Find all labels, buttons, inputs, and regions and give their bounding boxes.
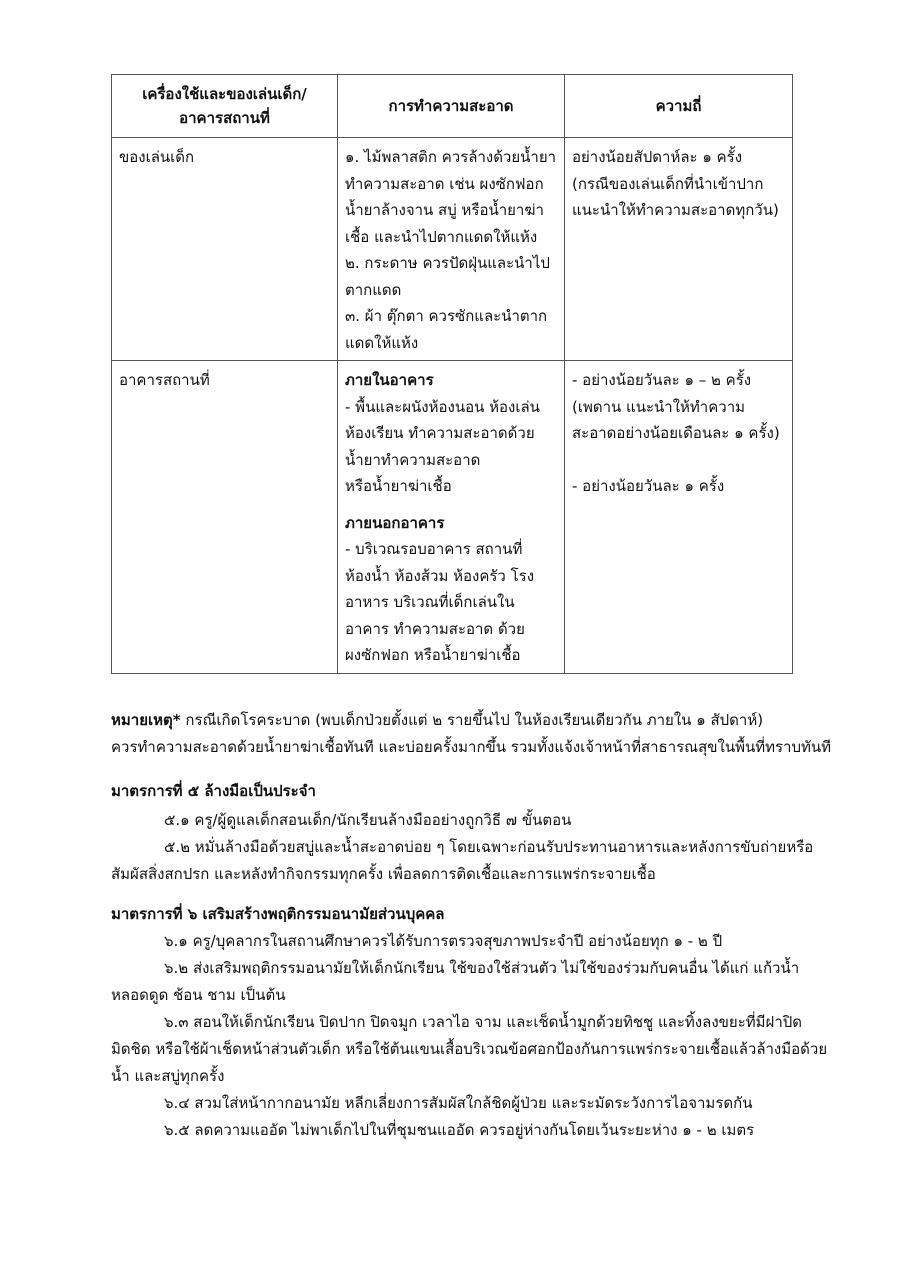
row-cleaning: ๑. ไม้พลาสติก ควรล้างด้วยน้ำยา ทำความสะอาด เช่น ผงซักฟอก น้ำยาล้างจาน สบู่ หรือน้ำยาฆ่า เชื้อ และนำไปตากแดดให้แห้ง ๒. กระดาษ ควรปัดฝุ่นและนำไป ตากแดด ๓. ผ้า ตุ๊กตา ควรซักและนำตาก แดดให้แห้ง bbox=[338, 138, 565, 361]
measure-6-item: ๖.๒ ส่งเสริมพฤติกรรมอนามัยให้เด็กนักเรียน ใช้ของใช้ส่วนตัว ไม่ใช้ของร่วมกับคนอื่น ได้แก่ แก้วน้ำ bbox=[164, 959, 800, 977]
header-cleaning: การทำความสะอาด bbox=[338, 75, 565, 138]
header-item: เครื่องใช้และของเล่นเด็ก/ อาคารสถานที่ bbox=[112, 75, 338, 138]
row-cleaning: ภายในอาคาร - พื้นและผนังห้องนอน ห้องเล่น ห้องเรียน ทำความสะอาดด้วย น้ำยาทำความสะอาด หรือน้ำยาฆ่าเชื้อ ภายนอกอาคาร - บริเวณรอบอาคาร สถานที่ ห้องน้ำ ห้องส้วม ห้องครัว โรง อาหาร บริเวณที่เด็กเล่นใน อาคาร ทำความสะอาด ด้วย ผงซักฟอก หรือน้ำยาฆ่าเชื้อ bbox=[338, 361, 565, 674]
row-item: อาคารสถานที่ bbox=[112, 361, 338, 674]
measure-6-title: มาตรการที่ ๖ เสริมสร้างพฤติกรรมอนามัยส่วนบุคคล bbox=[111, 905, 445, 923]
measure-5 bbox=[111, 778, 831, 888]
measure-6 bbox=[111, 901, 831, 1144]
note bbox=[111, 707, 831, 761]
cleaning-table bbox=[111, 74, 793, 674]
table-row bbox=[112, 361, 793, 674]
measure-6-item-cont: มิดชิด หรือใช้ผ้าเช็ดหน้าส่วนตัวเด็ก หรือใช้ต้นแขนเสื้อบริเวณข้อศอกป้องกันการแพร่กระจายเชื้อแล้วล้างมือด้วย bbox=[111, 1040, 828, 1058]
measure-5-item: ๕.๒ หมั่นล้างมือด้วยสบู่และน้ำสะอาดบ่อย ๆ โดยเฉพาะก่อนรับประทานอาหารและหลังการขับถ่ายหรือ bbox=[164, 838, 814, 856]
table-row bbox=[112, 138, 793, 361]
note-text-1: กรณีเกิดโรคระบาด (พบเด็กป่วยตั้งแต่ ๒ รายขึ้นไป ในห้องเรียนเดียวกัน ภายใน ๑ สัปดาห์) bbox=[180, 711, 764, 729]
measure-6-item: ๖.๕ ลดความแออัด ไม่พาเด็กไปในที่ชุมชนแออัด ควรอยู่ห่างกันโดยเว้นระยะห่าง ๑ - ๒ เมตร bbox=[164, 1121, 755, 1139]
row-frequency: - อย่างน้อยวันละ ๑ – ๒ ครั้ง (เพดาน แนะนำให้ทำความ สะอาดอย่างน้อยเดือนละ ๑ ครั้ง) - อย่างน้อยวันละ ๑ ครั้ง bbox=[565, 361, 793, 674]
measure-6-item: ๖.๔ สวมใส่หน้ากากอนามัย หลีกเลี่ยงการสัมผัสใกล้ชิดผู้ป่วย และระมัดระวังการไอจามรดกัน bbox=[164, 1094, 753, 1112]
row-item: ของเล่นเด็ก bbox=[112, 138, 338, 361]
note-text-2: ควรทำความสะอาดด้วยน้ำยาฆ่าเชื้อทันที และบ่อยครั้งมากขึ้น รวมทั้งแจ้งเจ้าหน้าที่สาธารณสุขในพื้นที่ทราบทันที bbox=[111, 738, 832, 756]
measure-6-item-cont: น้ำ และสบู่ทุกครั้ง bbox=[111, 1067, 225, 1085]
measure-6-item-cont: หลอดดูด ช้อน ชาม เป็นต้น bbox=[111, 986, 286, 1004]
measure-6-item: ๖.๓ สอนให้เด็กนักเรียน ปิดปาก ปิดจมูก เวลาไอ จาม และเช็ดน้ำมูกด้วยทิชชู และทิ้งลงขยะที่มีฝาปิด bbox=[164, 1013, 802, 1031]
measure-5-title: มาตรการที่ ๕ ล้างมือเป็นประจำ bbox=[111, 782, 316, 800]
measure-5-item-cont: สัมผัสสิ่งสกปรก และหลังทำกิจกรรมทุกครั้ง เพื่อลดการติดเชื้อและการแพร่กระจายเชื้อ bbox=[111, 865, 656, 883]
table-header-row bbox=[112, 75, 793, 138]
measure-6-item: ๖.๑ ครู/บุคลากรในสถานศึกษาควรได้รับการตรวจสุขภาพประจำปี อย่างน้อยทุก ๑ - ๒ ปี bbox=[164, 932, 723, 950]
row-frequency: อย่างน้อยสัปดาห์ละ ๑ ครั้ง (กรณีของเล่นเด็กที่นำเข้าปาก แนะนำให้ทำความสะอาดทุกวัน) bbox=[565, 138, 793, 361]
header-frequency: ความถี่ bbox=[565, 75, 793, 138]
note-label: หมายเหตุ* bbox=[111, 711, 181, 729]
measure-5-item: ๕.๑ ครู/ผู้ดูแลเด็กสอนเด็ก/นักเรียนล้างมืออย่างถูกวิธี ๗ ขั้นตอน bbox=[164, 811, 572, 829]
